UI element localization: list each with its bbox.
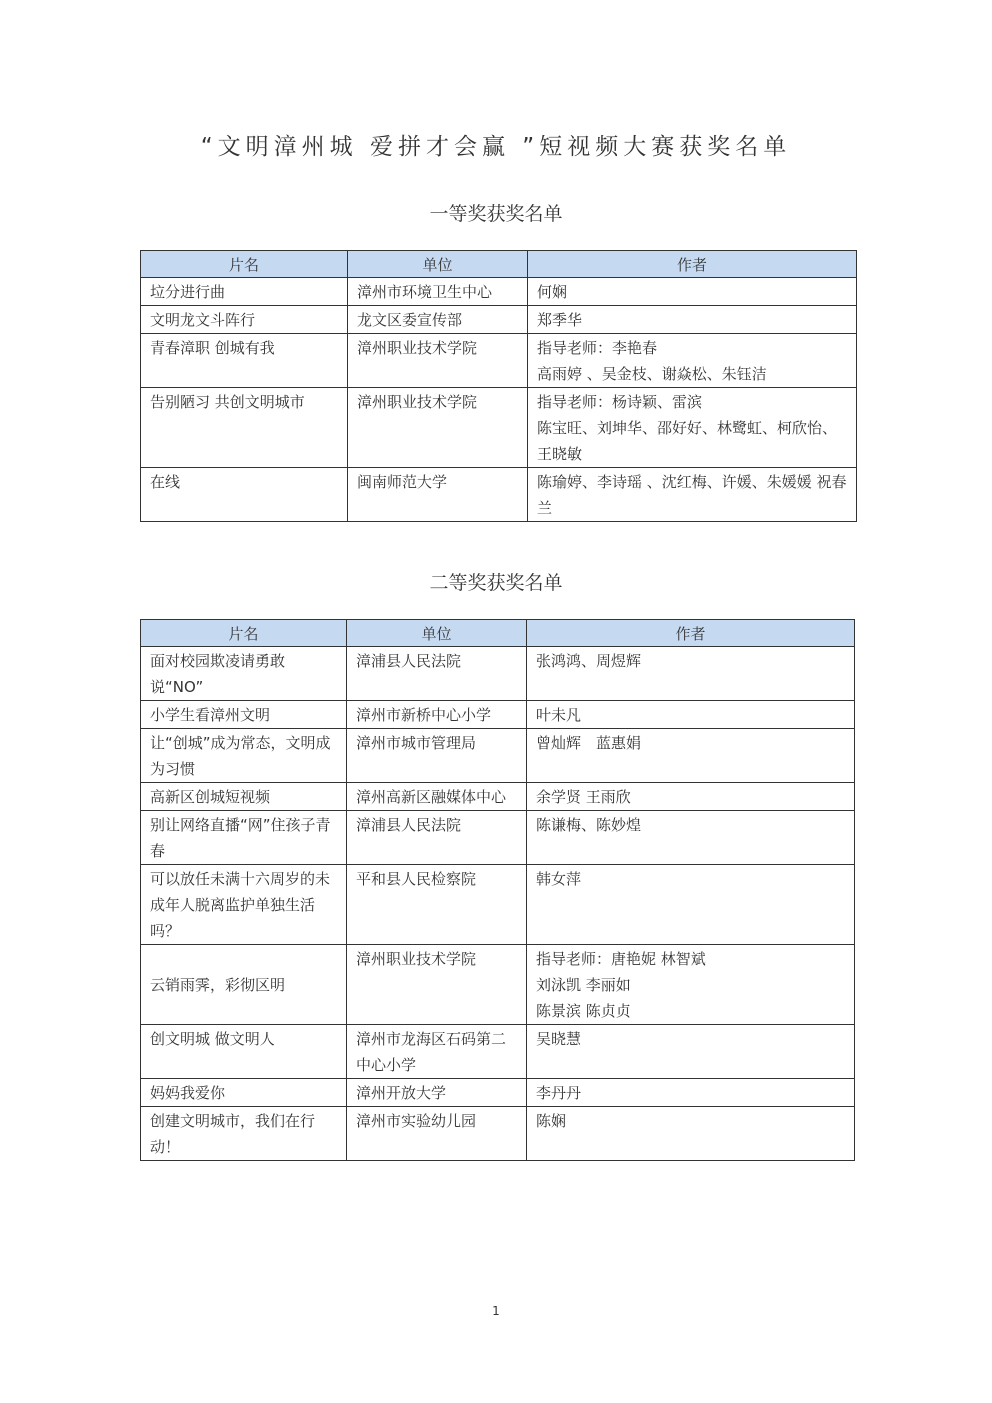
table-row — [141, 729, 855, 783]
author-line: 陈宝旺、刘坤华、邵好好、林鹭虹、柯欣怡、王晓敏 — [537, 419, 838, 463]
first-prize-table — [140, 250, 857, 522]
unit-cell: 漳浦县人民法院 — [347, 811, 527, 865]
unit-cell: 龙文区委宣传部 — [348, 306, 528, 334]
document-title: “文明漳州城 爱拼才会赢 ”短视频大赛获奖名单 — [200, 134, 792, 160]
header-unit: 单位 — [347, 620, 527, 647]
author-line: 陈瑜婷、李诗瑶 、沈红梅、许媛、朱媛媛 祝春兰 — [537, 473, 847, 517]
author-line: 陈景滨 陈贞贞 — [536, 1002, 631, 1020]
author-cell — [527, 729, 855, 783]
table-row — [141, 1107, 855, 1161]
table-row — [141, 388, 857, 468]
author-line: 指导老师：杨诗颖、雷滨 — [537, 393, 703, 411]
table-row — [141, 945, 855, 1025]
author-line: 叶未凡 — [536, 706, 582, 724]
author-line: 高雨婷 、吴金枝、谢焱松、朱钰洁 — [537, 365, 767, 383]
author-cell — [527, 647, 855, 701]
author-line: 何娴 — [537, 283, 568, 301]
author-line: 陈谦梅、陈妙煌 — [536, 816, 642, 834]
author-cell — [528, 278, 857, 306]
table-row — [141, 811, 855, 865]
author-cell — [527, 811, 855, 865]
unit-cell: 漳州职业技术学院 — [348, 388, 528, 468]
unit-cell: 漳州市实验幼儿园 — [347, 1107, 527, 1161]
unit-cell: 闽南师范大学 — [348, 468, 528, 522]
film-name-cell: 面对校园欺凌请勇敢说“NO” — [141, 647, 347, 701]
author-cell — [527, 1025, 855, 1079]
film-name-cell: 在线 — [141, 468, 348, 522]
unit-cell: 漳州市环境卫生中心 — [348, 278, 528, 306]
author-line: 李丹丹 — [536, 1084, 582, 1102]
author-line: 指导老师：李艳春 — [537, 339, 658, 357]
film-name-cell: 可以放任未满十六周岁的未成年人脱离监护单独生活吗？ — [141, 865, 347, 945]
table-row — [141, 306, 857, 334]
author-line: 韩女萍 — [536, 870, 582, 888]
header-name: 片名 — [141, 251, 348, 278]
header-unit: 单位 — [348, 251, 528, 278]
unit-cell: 漳州高新区融媒体中心 — [347, 783, 527, 811]
film-name-cell: 让“创城”成为常态，文明成为习惯 — [141, 729, 347, 783]
author-cell — [528, 306, 857, 334]
unit-cell: 漳州市龙海区石码第二中心小学 — [347, 1025, 527, 1079]
author-line: 张鸿鸿、周煜辉 — [536, 652, 642, 670]
film-name-cell: 创建文明城市，我们在行动！ — [141, 1107, 347, 1161]
author-line: 郑季华 — [537, 311, 583, 329]
author-cell — [527, 783, 855, 811]
table-row — [141, 783, 855, 811]
film-name-cell: 小学生看漳州文明 — [141, 701, 347, 729]
film-name-cell: 垃分进行曲 — [141, 278, 348, 306]
table-row — [141, 1025, 855, 1079]
film-name-cell: 青春漳职 创城有我 — [141, 334, 348, 388]
table-header-row — [141, 620, 855, 647]
film-name-cell: 创文明城 做文明人 — [141, 1025, 347, 1079]
author-cell — [528, 334, 857, 388]
page-number: 1 — [492, 1304, 500, 1318]
author-line: 刘泳凯 李丽如 — [536, 976, 631, 994]
table-row — [141, 468, 857, 522]
unit-cell: 漳州职业技术学院 — [348, 334, 528, 388]
author-line: 指导老师：唐艳妮 林智斌 — [536, 950, 706, 968]
table-row — [141, 865, 855, 945]
author-cell — [528, 468, 857, 522]
table-row — [141, 647, 855, 701]
second-prize-title: 二等奖获奖名单 — [429, 572, 563, 594]
unit-cell: 漳州开放大学 — [347, 1079, 527, 1107]
unit-cell: 漳州职业技术学院 — [347, 945, 527, 1025]
table-row — [141, 278, 857, 306]
author-cell — [527, 1107, 855, 1161]
header-author: 作者 — [528, 251, 857, 278]
table-row — [141, 701, 855, 729]
author-cell — [527, 945, 855, 1025]
author-line: 曾灿辉 蓝惠娟 — [536, 734, 642, 752]
film-name-cell: 妈妈我爱你 — [141, 1079, 347, 1107]
author-cell — [527, 1079, 855, 1107]
table-row — [141, 1079, 855, 1107]
author-line: 吴晓慧 — [536, 1030, 582, 1048]
table-row — [141, 334, 857, 388]
table-header-row — [141, 251, 857, 278]
film-name-cell: 告别陋习 共创文明城市 — [141, 388, 348, 468]
author-cell — [527, 701, 855, 729]
unit-cell: 平和县人民检察院 — [347, 865, 527, 945]
first-prize-title: 一等奖获奖名单 — [429, 203, 563, 225]
film-name-cell: 文明龙文斗阵行 — [141, 306, 348, 334]
header-author: 作者 — [527, 620, 855, 647]
author-line: 余学贤 王雨欣 — [536, 788, 631, 806]
header-name: 片名 — [141, 620, 347, 647]
unit-cell: 漳州市城市管理局 — [347, 729, 527, 783]
film-name-cell: 云销雨霁，彩彻区明 — [141, 945, 347, 1025]
unit-cell: 漳浦县人民法院 — [347, 647, 527, 701]
film-name-cell: 别让网络直播“网”住孩子青春 — [141, 811, 347, 865]
unit-cell: 漳州市新桥中心小学 — [347, 701, 527, 729]
author-line: 陈娴 — [536, 1112, 567, 1130]
author-cell — [527, 865, 855, 945]
film-name-cell: 高新区创城短视频 — [141, 783, 347, 811]
author-cell — [528, 388, 857, 468]
second-prize-table — [140, 619, 855, 1161]
